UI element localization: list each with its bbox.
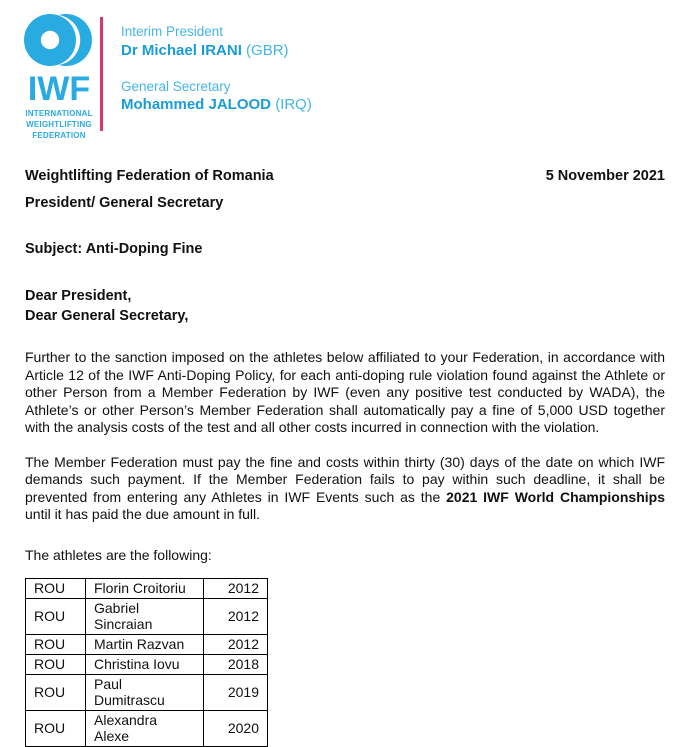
paragraph-fine-rule: Further to the sanction imposed on the athletes below affiliated to your Federation, in accordance with Article 12 of the IWF Anti-Doping Policy, for each anti-doping rule violation found against the Athlete or other Person from a Member Federation by IWF (even any positive test conducted by WADA), the Athlete’s or other Person’s Member Federation shall automatically pay a fine of 5,000 USD together with the analysis costs of the test and all other costs incurred in connection with the violation. (25, 349, 665, 436)
officer-president (121, 23, 312, 61)
athlete-country-cell: ROU (26, 654, 86, 674)
table-row (26, 654, 268, 674)
officer-country: (IRQ) (275, 96, 312, 114)
athlete-year-cell: 2019 (204, 674, 268, 710)
paragraph-payment-event: 2021 IWF World Championships (446, 488, 665, 505)
logo-org-line-2: WEIGHTLIFTING (26, 120, 92, 130)
officers-block (121, 10, 312, 116)
athlete-year-cell: 2018 (204, 654, 268, 674)
paragraph-payment-after: until it has paid the due amount in full. (25, 506, 261, 523)
athlete-name-cell: Martin Razvan (86, 634, 204, 654)
athletes-table (25, 578, 268, 747)
athlete-country-cell: ROU (26, 634, 86, 654)
subject-line: Subject: Anti-Doping Fine (25, 240, 203, 257)
officer-name (121, 41, 312, 61)
officer-title: Interim President (121, 24, 224, 39)
salutation (25, 286, 665, 327)
table-row (26, 674, 268, 710)
table-row (26, 710, 268, 746)
table-row (26, 598, 268, 634)
recipient-role: President/ General Secretary (25, 194, 224, 211)
table-row (26, 634, 268, 654)
athlete-year-cell: 2020 (204, 710, 268, 746)
officer-name-text: Dr Michael IRANI (121, 41, 242, 59)
athletes-intro: The athletes are the following: (25, 546, 212, 563)
paragraph-payment-before: The Member Federation must pay the fine and costs within thirty (30) days of the date on which IWF demands such payment. If the Member Federation fails to pay within such deadline, it shall be prevented from entering any Athletes in IWF Events such as the (25, 453, 665, 505)
officer-name-text: Mohammed JALOOD (121, 96, 272, 114)
table-row (26, 578, 268, 598)
logo-org-name (20, 109, 98, 141)
athlete-name-cell: Gabriel Sincraian (86, 598, 204, 634)
weight-plate-icon (21, 10, 97, 72)
athlete-country-cell: ROU (26, 674, 86, 710)
iwf-logo (20, 10, 98, 142)
athlete-name-cell: Paul Dumitrascu (86, 674, 204, 710)
paragraph-payment-deadline (25, 454, 665, 524)
logo-org-line-1: INTERNATIONAL (25, 109, 93, 119)
officer-title: General Secretary (121, 78, 231, 94)
athlete-year-cell: 2012 (204, 578, 268, 598)
athlete-year-cell: 2012 (204, 634, 268, 654)
letterhead-divider (100, 17, 103, 131)
letter-date: 5 November 2021 (545, 167, 665, 184)
salutation-line-2: Dear General Secretary, (25, 307, 189, 324)
athlete-country-cell: ROU (26, 710, 86, 746)
letter-body (0, 168, 689, 747)
athlete-name-cell: Christina Iovu (86, 654, 204, 674)
athlete-name-cell: Florin Croitoriu (86, 578, 204, 598)
athlete-country-cell: ROU (26, 598, 86, 634)
recipient-date-row (25, 168, 665, 184)
recipient-federation: Weightlifting Federation of Romania (25, 167, 274, 184)
officer-name (121, 95, 312, 115)
letterhead (0, 0, 689, 142)
athlete-name-cell: Alexandra Alexe (86, 710, 204, 746)
officer-general-secretary (121, 78, 312, 116)
athletes-table-body (26, 578, 268, 746)
athlete-country-cell: ROU (26, 578, 86, 598)
logo-org-line-3: FEDERATION (32, 130, 86, 140)
officer-country: (GBR) (246, 41, 289, 59)
logo-acronym: IWF (27, 70, 91, 108)
salutation-line-1: Dear President, (25, 287, 132, 304)
athlete-year-cell: 2012 (204, 598, 268, 634)
